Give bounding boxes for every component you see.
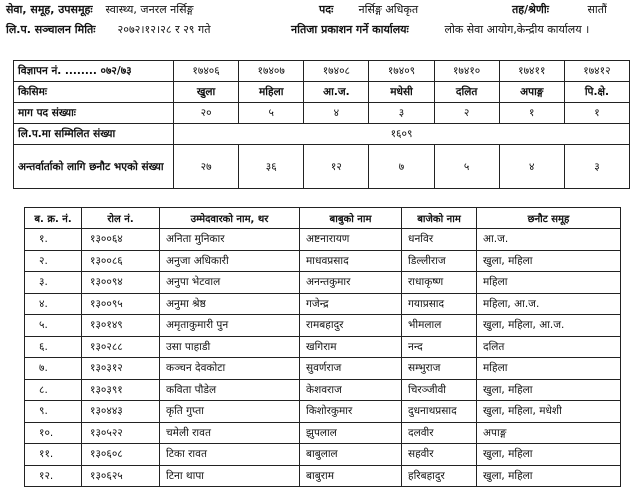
table-row: [25, 401, 621, 423]
level-label: तह/श्रेणीः: [512, 3, 549, 16]
roll-number-cell: १३००९५: [82, 293, 160, 315]
father-name-cell: केशवराज: [300, 379, 402, 401]
roll-number-cell: १३०६०८: [82, 444, 160, 466]
roll-number-cell: १३००६४: [82, 229, 160, 251]
type-cell: आ.ज.: [304, 82, 369, 103]
table-row: [25, 422, 621, 444]
table-row: [25, 336, 621, 358]
selection-group-cell: खुला, महिला: [477, 250, 621, 272]
candidate-name-cell: टिका रावत: [160, 444, 300, 466]
table-row: [25, 315, 621, 337]
grandfather-name-cell: धनविर: [402, 229, 477, 251]
advert-number: १७४११: [499, 61, 564, 82]
advert-label: विज्ञापन नं. ........ ०७२/७३: [14, 61, 174, 82]
service-label: सेवा, समूह, उपसमूहः: [6, 3, 93, 16]
serial-cell: ६.: [25, 336, 82, 358]
selection-group-cell: महिला, आ.ज.: [477, 293, 621, 315]
exam-total: १६०९: [174, 124, 630, 145]
advert-number: १७४१०: [434, 61, 499, 82]
exam-date-value: २०७२।१२।२८ र २९ गते: [117, 23, 211, 36]
advert-number: १७४०९: [369, 61, 434, 82]
office-label: नतिजा प्रकाशन गर्ने कार्यालयः: [291, 23, 409, 36]
table-row: [25, 229, 621, 251]
selection-group-cell: खुला, महिला, मधेशी: [477, 401, 621, 423]
grandfather-name-cell: भीमलाल: [402, 315, 477, 337]
selection-group-cell: खुला, महिला: [477, 379, 621, 401]
col-header-father: बाबुको नाम: [300, 208, 402, 229]
candidate-name-cell: अमृताकुमारी पुन: [160, 315, 300, 337]
serial-cell: १२.: [25, 465, 82, 487]
type-cell: खुला: [174, 82, 239, 103]
type-label: किसिमः: [14, 82, 174, 103]
demand-cell: ५: [239, 103, 304, 124]
father-name-cell: किशोरकुमार: [300, 401, 402, 423]
table-row: [25, 358, 621, 380]
vacancy-table: [13, 60, 630, 189]
serial-cell: २.: [25, 250, 82, 272]
candidate-name-cell: कञ्चन देवकोटा: [160, 358, 300, 380]
grandfather-name-cell: गयाप्रसाद: [402, 293, 477, 315]
type-cell: दलित: [434, 82, 499, 103]
candidate-name-cell: कविता पौडेल: [160, 379, 300, 401]
col-header-roll: रोल नं.: [82, 208, 160, 229]
candidate-name-cell: अनुमा श्रेष्ठ: [160, 293, 300, 315]
selection-group-cell: आ.ज.: [477, 229, 621, 251]
advert-number: १७४०८: [304, 61, 369, 82]
roll-number-cell: १३०५२२: [82, 422, 160, 444]
candidate-name-cell: अनुजा अधिकारी: [160, 250, 300, 272]
candidate-name-cell: अनुपा भेटवाल: [160, 272, 300, 294]
father-name-cell: बाबुलाल: [300, 444, 402, 466]
post-label: पदः: [319, 3, 334, 16]
serial-cell: ४.: [25, 293, 82, 315]
demand-label: माग पद संख्याः: [14, 103, 174, 124]
interview-cell: ७: [369, 145, 434, 189]
interview-cell: २७: [174, 145, 239, 189]
service-value: स्वास्थ्य, जनरल नर्सिङ्ग: [105, 3, 194, 16]
header-line-1: [6, 2, 636, 18]
col-header-serial: ब. क्र. नं.: [25, 208, 82, 229]
exam-row: [14, 124, 630, 145]
exam-label: लि.प.मा सम्मिलित संख्या: [14, 124, 174, 145]
serial-cell: ५.: [25, 315, 82, 337]
father-name-cell: झुपलाल: [300, 422, 402, 444]
table-row: [25, 272, 621, 294]
candidate-name-cell: चमेली रावत: [160, 422, 300, 444]
grandfather-name-cell: हरिबहादुर: [402, 465, 477, 487]
father-name-cell: रामबहादुर: [300, 315, 402, 337]
serial-cell: ८.: [25, 379, 82, 401]
interview-cell: ५: [434, 145, 499, 189]
advert-number: १७४१२: [564, 61, 629, 82]
type-cell: महिला: [239, 82, 304, 103]
father-name-cell: अनन्तकुमार: [300, 272, 402, 294]
table-row: [25, 293, 621, 315]
father-name-cell: अष्टनारायण: [300, 229, 402, 251]
roll-number-cell: १३००८६: [82, 250, 160, 272]
serial-cell: ९.: [25, 401, 82, 423]
table-row: [25, 250, 621, 272]
type-cell: पि.क्षे.: [564, 82, 629, 103]
roll-number-cell: १३००९४: [82, 272, 160, 294]
interview-row: [14, 145, 630, 189]
header-line-2: [6, 22, 636, 38]
advert-number: १७४०७: [239, 61, 304, 82]
selection-group-cell: महिला: [477, 358, 621, 380]
demand-cell: २: [434, 103, 499, 124]
serial-cell: ७.: [25, 358, 82, 380]
serial-cell: ३.: [25, 272, 82, 294]
candidate-header-row: [25, 208, 621, 229]
post-value: नर्सिङ्ग अधिकृत: [358, 3, 419, 16]
type-cell: अपाङ्ग: [499, 82, 564, 103]
demand-row: [14, 103, 630, 124]
demand-cell: ३: [369, 103, 434, 124]
father-name-cell: माधवप्रसाद: [300, 250, 402, 272]
type-row: [14, 82, 630, 103]
roll-number-cell: १३०१४९: [82, 315, 160, 337]
col-header-group: छनौट समूह: [477, 208, 621, 229]
roll-number-cell: १३०४४३: [82, 401, 160, 423]
candidate-name-cell: उसा पाहाडी: [160, 336, 300, 358]
roll-number-cell: १३०३१२: [82, 358, 160, 380]
father-name-cell: बाबुराम: [300, 465, 402, 487]
roll-number-cell: १३०२८८: [82, 336, 160, 358]
grandfather-name-cell: चिरञ्जीवी: [402, 379, 477, 401]
selection-group-cell: खुला, महिला: [477, 465, 621, 487]
grandfather-name-cell: नन्द: [402, 336, 477, 358]
interview-cell: ४: [499, 145, 564, 189]
col-header-name: उम्मेदवारको नाम, थर: [160, 208, 300, 229]
type-cell: मधेसी: [369, 82, 434, 103]
interview-cell: ३: [564, 145, 629, 189]
serial-cell: ११.: [25, 444, 82, 466]
grandfather-name-cell: राधाकृष्ण: [402, 272, 477, 294]
roll-number-cell: १३०६२५: [82, 465, 160, 487]
selection-group-cell: दलित: [477, 336, 621, 358]
table-row: [25, 379, 621, 401]
interview-cell: ३६: [239, 145, 304, 189]
serial-cell: १०.: [25, 422, 82, 444]
grandfather-name-cell: सम्भुराज: [402, 358, 477, 380]
demand-cell: १: [564, 103, 629, 124]
candidate-table: [24, 207, 621, 487]
office-value: लोक सेवा आयोग,केन्द्रीय कार्यालय ।: [444, 23, 590, 36]
father-name-cell: सुवर्णराज: [300, 358, 402, 380]
selection-group-cell: खुला, महिला: [477, 444, 621, 466]
interview-label: अन्तर्वार्ताको लागि छनौट भएको संख्या: [14, 145, 174, 189]
father-name-cell: खगिराम: [300, 336, 402, 358]
advert-row: [14, 61, 630, 82]
table-row: [25, 465, 621, 487]
serial-cell: १.: [25, 229, 82, 251]
demand-cell: १: [499, 103, 564, 124]
candidate-name-cell: अनिता मुनिकार: [160, 229, 300, 251]
advert-number: १७४०६: [174, 61, 239, 82]
selection-group-cell: महिला: [477, 272, 621, 294]
roll-number-cell: १३०३९१: [82, 379, 160, 401]
interview-cell: १२: [304, 145, 369, 189]
selection-group-cell: अपाङ्ग: [477, 422, 621, 444]
candidate-name-cell: कृति गुप्ता: [160, 401, 300, 423]
grandfather-name-cell: दलवीर: [402, 422, 477, 444]
demand-cell: ४: [304, 103, 369, 124]
grandfather-name-cell: दुधनाथप्रसाद: [402, 401, 477, 423]
father-name-cell: गजेन्द्र: [300, 293, 402, 315]
demand-cell: २०: [174, 103, 239, 124]
table-row: [25, 444, 621, 466]
candidate-name-cell: टिना थापा: [160, 465, 300, 487]
grandfather-name-cell: सहवीर: [402, 444, 477, 466]
grandfather-name-cell: डिल्लीराज: [402, 250, 477, 272]
selection-group-cell: खुला, महिला, आ.ज.: [477, 315, 621, 337]
exam-date-label: लि.प. सञ्चालन मितिः: [6, 23, 96, 36]
col-header-grandfather: बाजेको नाम: [402, 208, 477, 229]
level-value: सातौं: [587, 3, 607, 16]
